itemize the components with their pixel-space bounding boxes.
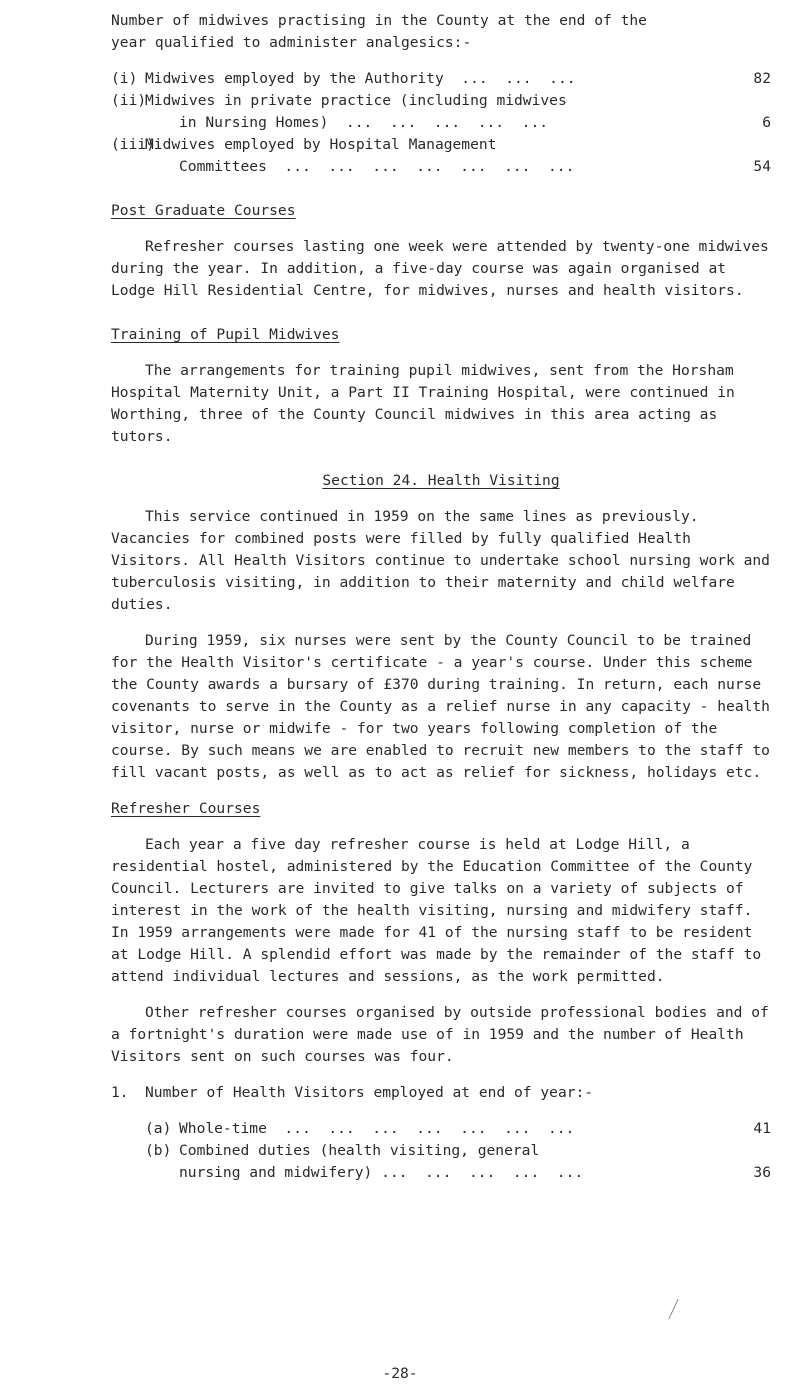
list-item-label: (a): [145, 1120, 172, 1137]
section-24-paragraph-1: This service continued in 1959 on the same lines as previously. Vacancies for combined posts were filled by fully qualified Health Visitors. All Health Visitors continue to undertake school nursing work and tuberculosis visiting, in addition to their maternity and child welfare duties.: [111, 508, 779, 613]
list-item: [111, 134, 771, 156]
pupil-training-heading: Training of Pupil Midwives: [111, 326, 340, 343]
list-item-label: (iii): [111, 136, 155, 153]
list-item: [145, 1118, 771, 1140]
list-item-value: 82: [753, 70, 771, 87]
refresher-paragraph-2: Other refresher courses organised by outside professional bodies and of a fortnight's duration were made use of in 1959 and the number of Health Visitors sent on such courses was four.: [111, 1004, 778, 1065]
item-number: 1.: [111, 1084, 129, 1101]
pupil-training-text: The arrangements for training pupil midwives, sent from the Horsham Hospital Maternity Unit, a Part II Training Hospital, were continued in Worthing, three of the County Council midwives in this area acting as tutors.: [111, 362, 744, 445]
document-page: [111, 10, 779, 1184]
health-visitors-count-heading: [111, 1082, 771, 1104]
list-item-continuation: [111, 156, 771, 178]
list-item-text: Whole-time ... ... ... ... ... ... ...: [179, 1120, 575, 1137]
page-number: -28-: [382, 1365, 418, 1382]
intro-line-2: year qualified to administer analgesics:-: [111, 34, 472, 51]
list-item-continuation: [145, 1162, 771, 1184]
section-24-paragraph-2: During 1959, six nurses were sent by the County Council to be trained for the Health Visitor's certificate - a year's course. Under this scheme the County awards a bursary of £370 during training. In return, each nurse covenants to serve in the County as a relief nurse in any capacity - health visitor, nurse or midwife - for two years following completion of the course. By such means we are enabled to recruit new members to the staff to fill vacant posts, as well as to act as relief for sickness, holidays etc.: [111, 632, 779, 781]
section-24-heading: Section 24. Health Visiting: [322, 472, 560, 489]
list-item: [111, 90, 771, 112]
list-item: [111, 68, 771, 90]
list-item-text: Midwives employed by Hospital Management: [145, 136, 497, 153]
stray-pen-mark: [668, 1299, 678, 1319]
list-item-label: (ii): [111, 92, 147, 109]
intro-line-1: Number of midwives practising in the County at the end of the: [111, 12, 647, 29]
list-item-text: Midwives in private practice (including midwives: [145, 92, 567, 109]
list-item-text: Committees ... ... ... ... ... ... ...: [179, 158, 575, 175]
list-item-text: Combined duties (health visiting, general: [179, 1142, 540, 1159]
list-item-text: Midwives employed by the Authority ... ... ...: [145, 70, 576, 87]
list-item-label: (i): [111, 70, 138, 87]
list-item-value: 41: [753, 1120, 771, 1137]
list-item-value: 36: [753, 1164, 771, 1181]
list-item-value: 54: [753, 158, 771, 175]
item-heading: Number of Health Visitors employed at end of year:-: [145, 1084, 594, 1101]
list-item: [145, 1140, 771, 1162]
list-item-continuation: [111, 112, 771, 134]
analgesics-list: [111, 68, 771, 178]
list-item-text: in Nursing Homes) ... ... ... ... ...: [179, 114, 549, 131]
post-graduate-text: Refresher courses lasting one week were attended by twenty-one midwives during the year. In addition, a five-day course was again organised at Lodge Hill Residential Centre, for midwives, nurses and health visitors.: [111, 238, 778, 299]
refresher-paragraph-1: Each year a five day refresher course is held at Lodge Hill, a residential hostel, administered by the Education Committee of the County Council. Lecturers are invited to give talks on a variety of subjects of interest in the work of the health visiting, nursing and midwifery staff. In 1959 arrangements were made for 41 of the nursing staff to be resident at Lodge Hill. A splendid effort was made by the remainder of the staff to attend individual lectures and sessions, as the work permitted.: [111, 836, 770, 985]
list-item-value: 6: [762, 114, 771, 131]
list-item-label: (b): [145, 1142, 172, 1159]
list-item-text: nursing and midwifery) ... ... ... ... ...: [179, 1164, 584, 1181]
refresher-heading: Refresher Courses: [111, 800, 261, 817]
post-graduate-heading: Post Graduate Courses: [111, 202, 296, 219]
health-visitors-list: [111, 1118, 771, 1184]
